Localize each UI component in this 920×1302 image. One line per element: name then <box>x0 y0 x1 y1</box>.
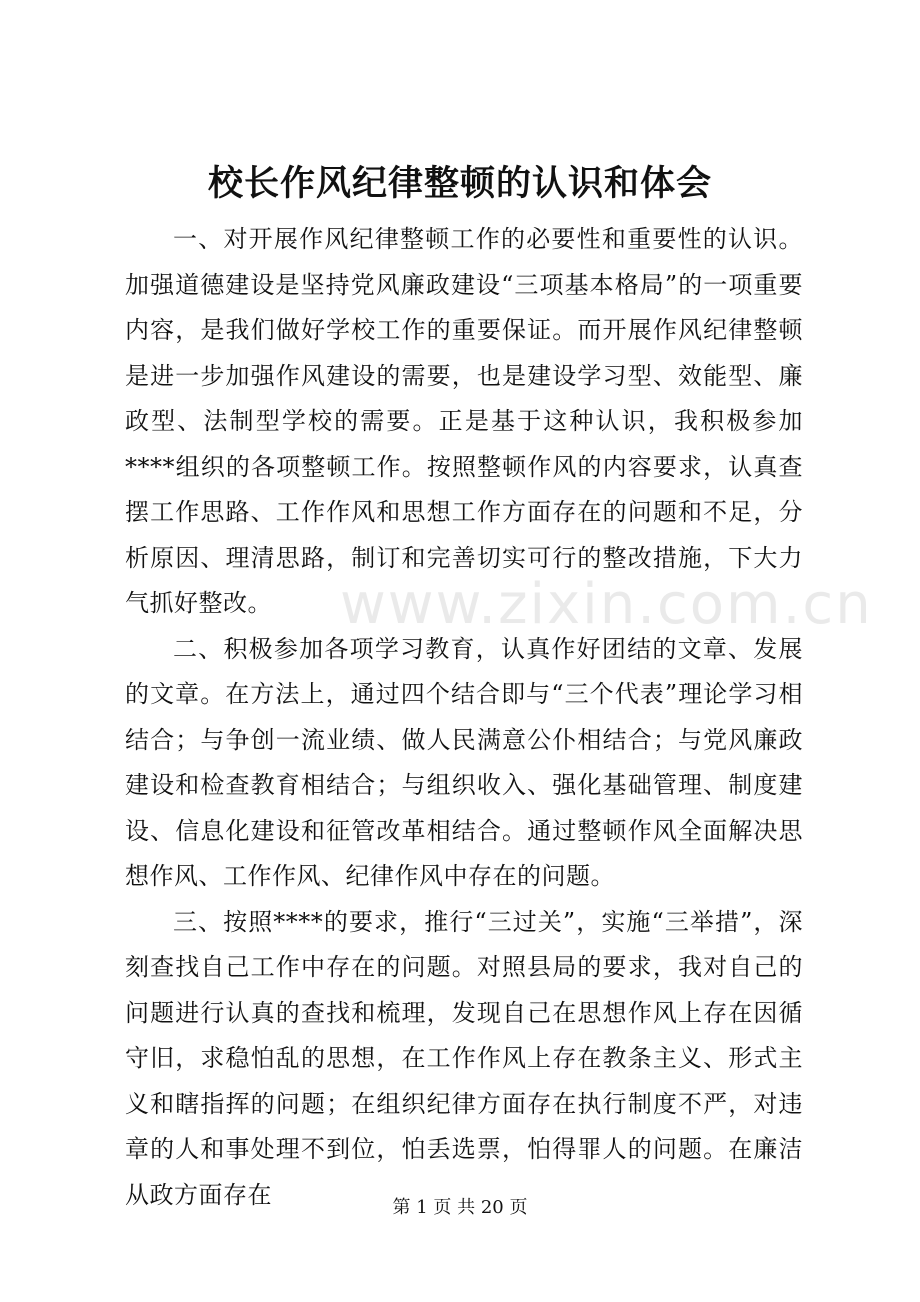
paragraph-2: 二、积极参加各项学习教育，认真作好团结的文章、发展的文章。在方法上，通过四个结合即与“三个代表”理论学习相结合；与争创一流业绩、做人民满意公仆相结合；与党风廉政建设和检查教育相结合；与组织收入、强化基础管理、制度建设、信息化建设和征管改革相结合。通过整顿作风全面解决思想作风、工作作风、纪律作风中存在的问题。 <box>125 634 803 890</box>
paragraph-3: 三、按照****的要求，推行“三过关”，实施“三举措”，深刻查找自己工作中存在的问题。对照县局的要求，我对自己的问题进行认真的查找和梳理，发现自己在思想作风上存在因循守旧，求稳怕乱的思想，在工作作风上存在教条主义、形式主义和瞎指挥的问题；在组织纪律方面存在执行制度不严，对违章的人和事处理不到位，怕丢选票，怕得罪人的问题。在廉洁从政方面存在 <box>125 907 803 1209</box>
document-title: 校长作风纪律整顿的认识和体会 <box>207 163 712 204</box>
watermark: www.zixin.com.cn <box>340 572 873 637</box>
paragraph-1: 一、对开展作风纪律整顿工作的必要性和重要性的认识。加强道德建设是坚持党风廉政建设“三项基本格局”的一项重要内容，是我们做好学校工作的重要保证。而开展作风纪律整顿是进一步加强作风建设的需要，也是建设学习型、效能型、廉政型、法制型学校的需要。正是基于这种认识，我积极参加****组织的各项整顿工作。按照整顿作风的内容要求，认真查摆工作思路、工作作风和思想工作方面存在的问题和不足，分析原因、理清思路，制订和完善切实可行的整改措施，下大力气抓好整改。 <box>125 225 803 617</box>
page-footer: 第 1 页 共 20 页 <box>392 1197 528 1218</box>
document-body <box>125 217 803 1218</box>
